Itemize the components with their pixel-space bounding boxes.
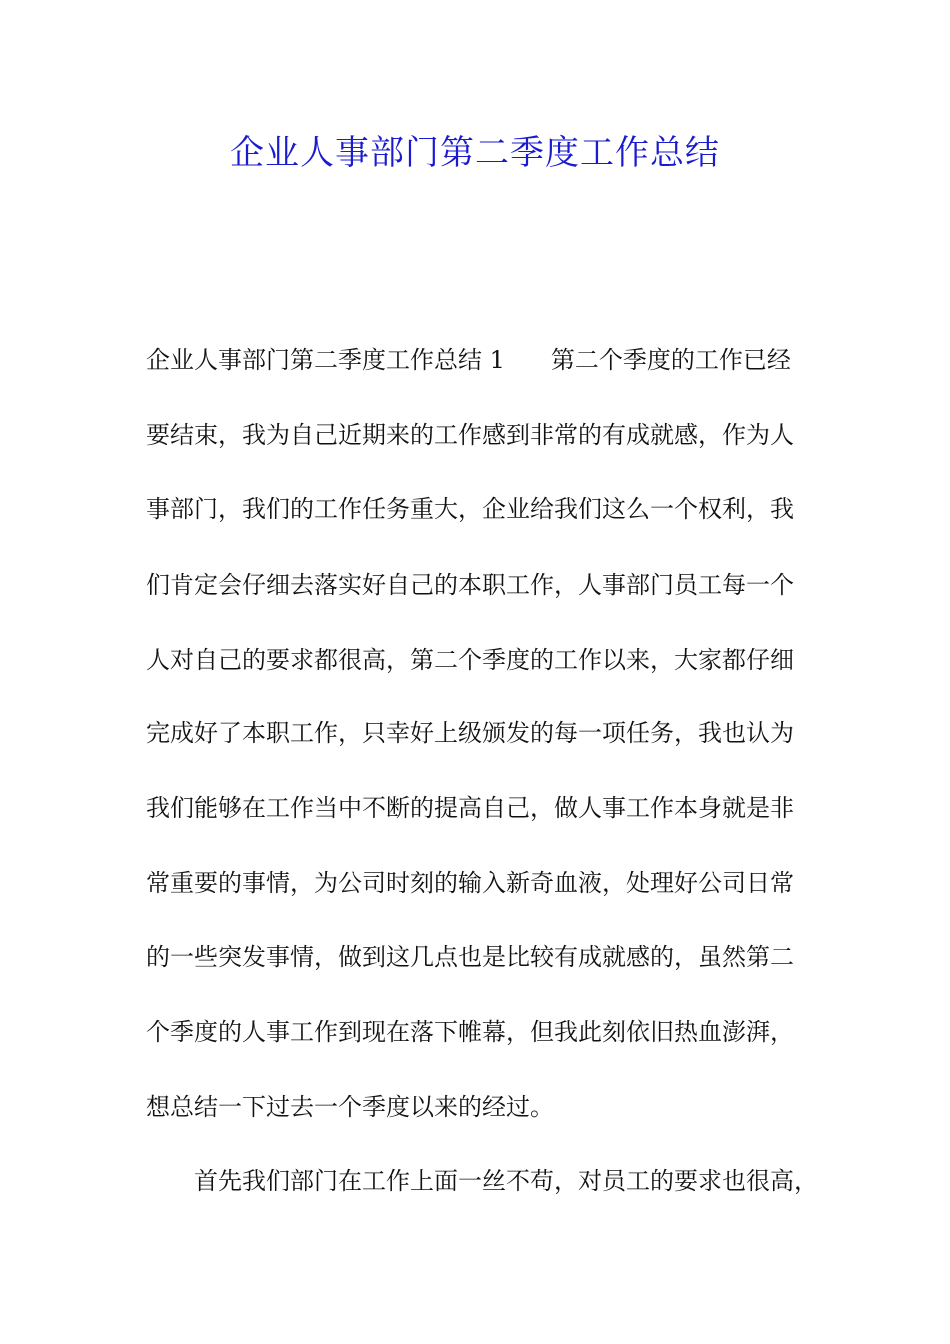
paragraph-line-indented: 首先我们部门在工作上面一丝不苟，对员工的要求也很高，	[194, 1167, 818, 1195]
paragraph-line: 想总结一下过去一个季度以来的经过。	[146, 1093, 554, 1121]
paragraph-line: 我们能够在工作当中不断的提高自己，做人事工作本身就是非	[146, 794, 794, 822]
paragraph-line: 完成好了本职工作，只幸好上级颁发的每一项任务，我也认为	[146, 719, 794, 747]
paragraph-line: 要结束，我为自己近期来的工作感到非常的有成就感，作为人	[146, 421, 794, 449]
section-heading-inline: 企业人事部门第二季度工作总结 1	[146, 346, 505, 374]
paragraph-text: 第二个季度的工作已经	[550, 346, 791, 374]
paragraph-line: 事部门，我们的工作任务重大，企业给我们这么一个权利，我	[146, 495, 794, 523]
document-title: 企业人事部门第二季度工作总结	[230, 133, 720, 173]
paragraph-line: 的一些突发事情，做到这几点也是比较有成就感的，虽然第二	[146, 943, 794, 971]
paragraph-line	[146, 340, 791, 380]
paragraph-line: 们肯定会仔细去落实好自己的本职工作，人事部门员工每一个	[146, 571, 794, 599]
paragraph-line: 人对自己的要求都很高，第二个季度的工作以来，大家都仔细	[146, 646, 794, 674]
paragraph-line: 个季度的人事工作到现在落下帷幕，但我此刻依旧热血澎湃，	[146, 1018, 794, 1046]
paragraph-line: 常重要的事情，为公司时刻的输入新奇血液，处理好公司日常	[146, 869, 794, 897]
